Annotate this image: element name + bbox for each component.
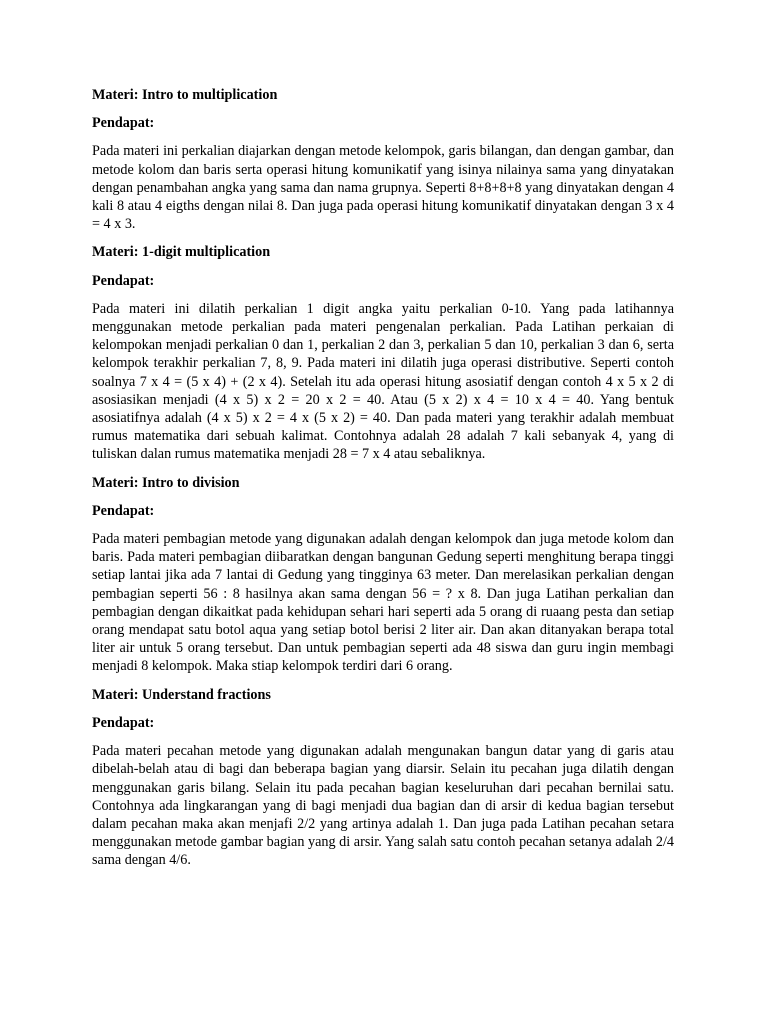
section-paragraph: Pada materi ini dilatih perkalian 1 digit angka yaitu perkalian 0-10. Yang pada latihannya menggunakan metode perkalian pada materi pengenalan perkalian. Pada Latihan perkaian di kelompokan menjadi perkalian 0 dan 1, perkalian 2 dan 3, perkalian 5 dan 10, perkalian 3 dan 6, serta kelompok terakhir perkalian 7, 8, 9. Pada materi ini dilatih juga operasi distributive. Seperti contoh soalnya 7 x 4 = (5 x 4) + (2 x 4). Setelah itu ada operasi hitung asosiatif dengan contoh 4 x 5 x 2 di asosiasikan menjadi (4 x 5) x 2 = 20 x 2 = 40. Atau (5 x 2) x 4 = 10 x 4 = 40. Yang bentuk asosiatifnya adalah (4 x 5) x 2 = 4 x (5 x 2) = 40. Dan pada materi yang terakhir adalah membuat rumus matematika dari sebuah kalimat. Contohnya adalah 28 adalah 7 kali sebanyak 4, yang di tuliskan dalan rumus matematika menjadi 28 = 7 x 4 atau sebaliknya. <box>92 300 674 463</box>
section-paragraph: Pada materi ini perkalian diajarkan dengan metode kelompok, garis bilangan, dan dengan gambar, dan metode kolom dan baris serta operasi hitung komunikatif yang isinya nilainya sama yang dinyatakan dengan penambahan angka yang sama dan nama grupnya. Seperti 8+8+8+8 yang dinyatakan dengan 4 kali 8 atau 4 eigths dengan nilai 8. Dan juga pada operasi hitung komunikatif dinyatakan dengan 3 x 4 = 4 x 3. <box>92 143 674 233</box>
section-heading: Materi: Intro to division <box>92 474 240 491</box>
section-paragraph: Pada materi pembagian metode yang digunakan adalah dengan kelompok dan juga metode kolom dan baris. Pada materi pembagian diibaratkan dengan bangunan Gedung seperti menghitung berapa tinggi setiap lantai jika ada 7 lantai di Gedung yang tingginya 63 meter. Dan merelasikan perkalian dengan pembagian seperti 56 : 8 hasilnya akan sama dengan 56 = ? x 8. Dan juga Latihan perkalian dan pembagian dengan dikaitkat pada kehidupan sehari hari seperti ada 5 orang di ruaang pesta dan setiap orang mendapat satu botol aqua yang setiap botol berisi 2 liter air. Dan akan ditanyakan berapa total liter air untuk 5 orang tersebut. Dan untuk pembagian seperti ada 48 siswa dan guru ingin membagi menjadi 8 kelompok. Maka stiap kelompok terdiri dari 6 orang. <box>92 531 674 675</box>
section-1-digit-multiplication <box>92 243 674 463</box>
section-heading: Materi: Understand fractions <box>92 686 271 703</box>
document-page <box>92 86 674 880</box>
section-intro-multiplication <box>92 86 674 233</box>
section-heading: Materi: Intro to multiplication <box>92 87 278 103</box>
pendapat-label: Pendapat: <box>92 272 155 289</box>
section-heading: Materi: 1-digit multiplication <box>92 244 271 261</box>
section-intro-division <box>92 474 674 676</box>
section-paragraph: Pada materi pecahan metode yang digunakan adalah mengunakan bangun datar yang di garis atau dibelah-belah atau di bagi dan beberapa bagian yang diarsir. Selain itu pecahan juga dilatih dengan menggunakan garis bilang. Selain itu pada pecahan bagian keseluruhan dari pecahan bernilai satu. Contohnya ada lingkarangan yang di bagi menjadi dua bagian dan di arsir di kedua bagian tersebut dalam pecahan maka akan menjafi 2/2 yang artinya adalah 1. Dan juga pada Latihan pecahan setara menggunakan metode gambar bagian yang di arsir. Yang salah satu contoh pecahan setanya adalah 2/4 sama dengan 4/6. <box>92 743 674 869</box>
pendapat-label: Pendapat: <box>92 502 155 519</box>
pendapat-label: Pendapat: <box>92 115 155 132</box>
pendapat-label: Pendapat: <box>92 714 155 731</box>
section-understand-fractions <box>92 686 674 870</box>
